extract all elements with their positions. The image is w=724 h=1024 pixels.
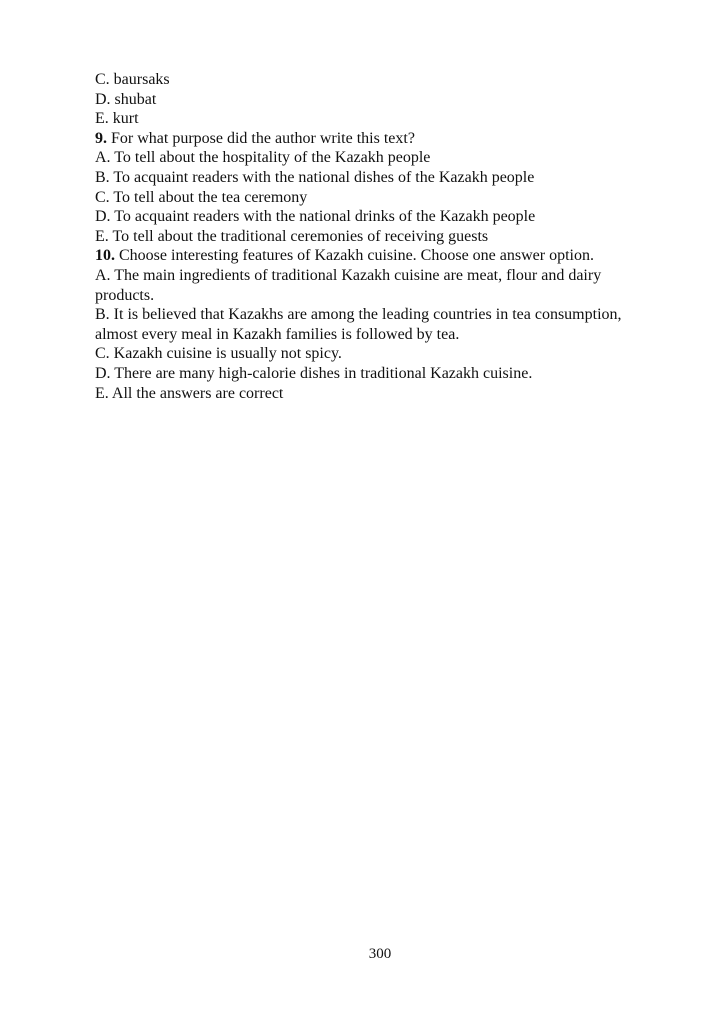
q10-option-b-cont: almost every meal in Kazakh families is followed by tea. (95, 325, 460, 343)
page-content (95, 70, 622, 403)
q8-option-c: C. baursaks (95, 71, 170, 88)
q10-option-a: A. The main ingredients of traditional Kazakh cuisine are meat, flour and dairy (95, 266, 602, 284)
q9-option-e: E. To tell about the traditional ceremonies of receiving guests (95, 227, 489, 245)
q9-option-b: B. To acquaint readers with the national dishes of the Kazakh people (95, 168, 535, 186)
q9-option-a: A. To tell about the hospitality of the Kazakh people (95, 149, 431, 167)
q8-option-e: E. kurt (95, 110, 139, 128)
q10-text: Choose interesting features of Kazakh cuisine. Choose one answer option. (115, 247, 594, 265)
q10-option-d: D. There are many high-calorie dishes in traditional Kazakh cuisine. (95, 364, 533, 382)
q10-option-c: C. Kazakh cuisine is usually not spicy. (95, 345, 342, 363)
q9-number: 9. (95, 129, 107, 147)
q8-option-d: D. shubat (95, 90, 157, 108)
q9-text: For what purpose did the author write this text? (107, 129, 415, 147)
q10-number: 10. (95, 247, 115, 265)
q9-question (95, 129, 622, 149)
q10-option-e: E. All the answers are correct (95, 384, 284, 402)
q9-option-c: C. To tell about the tea ceremony (95, 188, 308, 206)
page-number: 300 (368, 946, 392, 962)
q9-option-d: D. To acquaint readers with the national drinks of the Kazakh people (95, 208, 536, 226)
q10-question (95, 246, 622, 266)
q10-option-b: B. It is believed that Kazakhs are among the leading countries in tea consumption, (95, 306, 622, 324)
q10-option-a-cont: products. (95, 286, 155, 304)
